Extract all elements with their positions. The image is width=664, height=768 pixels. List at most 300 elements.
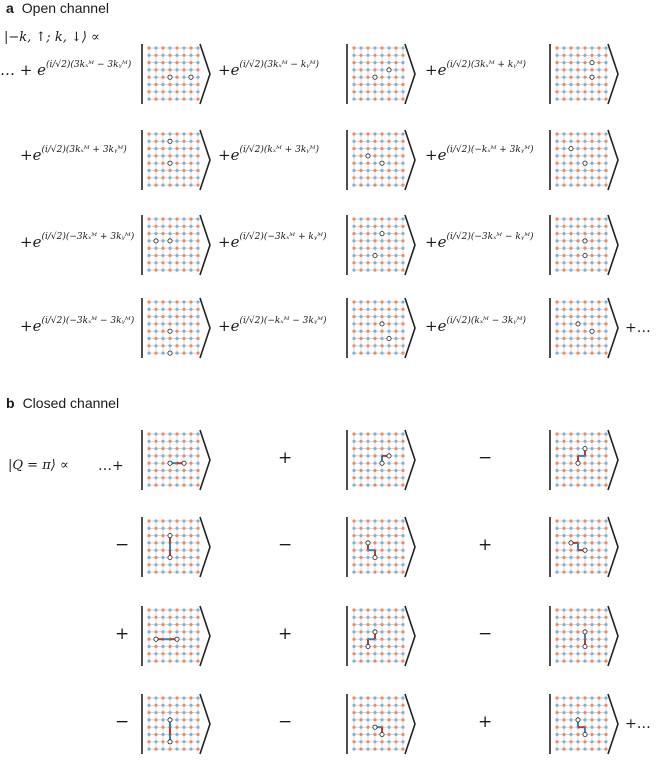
spin-down-site <box>604 447 607 450</box>
spin-up-site <box>359 440 362 443</box>
spin-up-site <box>380 447 383 450</box>
spin-up-site <box>352 447 355 450</box>
spin-up-site <box>366 315 369 318</box>
spin-up-site <box>366 261 369 264</box>
spin-up-site <box>168 630 171 633</box>
spin-up-site <box>161 534 164 537</box>
spin-down-site <box>604 217 607 220</box>
spin-up-site <box>380 217 383 220</box>
spin-down-site <box>147 630 150 633</box>
spin-down-site <box>562 476 565 479</box>
spin-down-site <box>555 169 558 172</box>
spin-up-site <box>196 704 199 707</box>
spin-up-site <box>373 269 376 272</box>
open-exp-12: (i/√2)(kₓᴹ − 3kᵧᴹ) <box>446 316 526 326</box>
spin-up-site <box>555 563 558 566</box>
spin-up-site <box>189 162 192 165</box>
spin-up-site <box>196 239 199 242</box>
spin-down-site <box>401 740 404 743</box>
spin-up-site <box>161 247 164 250</box>
spin-up-site <box>154 225 157 228</box>
spin-down-site <box>373 90 376 93</box>
spin-up-site <box>175 549 178 552</box>
spin-up-site <box>380 623 383 626</box>
spin-down-site <box>373 61 376 64</box>
spin-down-site <box>373 740 376 743</box>
spin-down-site <box>576 261 579 264</box>
spin-up-site <box>161 46 164 49</box>
spin-down-site <box>161 154 164 157</box>
closed-sign-7: + <box>278 624 293 644</box>
spin-down-site <box>562 726 565 729</box>
spin-up-site <box>387 154 390 157</box>
spin-up-site <box>394 563 397 566</box>
open-exp-6: (i/√2)(−kₓᴹ + 3kᵧᴹ) <box>446 145 534 155</box>
spin-up-site <box>182 733 185 736</box>
spin-down-site <box>401 344 404 347</box>
hole-site <box>154 239 158 243</box>
spin-up-site <box>597 90 600 93</box>
spin-down-site <box>576 46 579 49</box>
spin-up-site <box>597 549 600 552</box>
spin-down-site <box>380 748 383 751</box>
spin-up-site <box>569 696 572 699</box>
spin-up-site <box>387 308 390 311</box>
spin-up-site <box>569 300 572 303</box>
spin-down-site <box>147 469 150 472</box>
spin-up-site <box>373 68 376 71</box>
spin-down-site <box>373 476 376 479</box>
open-lattice-diagram <box>548 42 620 106</box>
spin-down-site <box>189 556 192 559</box>
spin-down-site <box>401 46 404 49</box>
spin-up-site <box>401 704 404 707</box>
spin-up-site <box>590 225 593 228</box>
spin-down-site <box>569 645 572 648</box>
spin-up-site <box>147 300 150 303</box>
open-sign-4: + <box>20 146 33 164</box>
open-lattice-diagram <box>140 128 212 192</box>
spin-down-site <box>147 718 150 721</box>
hole-site <box>576 461 580 465</box>
spin-down-site <box>373 447 376 450</box>
spin-up-site <box>604 645 607 648</box>
spin-up-site <box>366 462 369 465</box>
spin-down-site <box>352 154 355 157</box>
spin-down-site <box>175 269 178 272</box>
spin-down-site <box>562 217 565 220</box>
spin-up-site <box>394 549 397 552</box>
spin-down-site <box>604 300 607 303</box>
open-sign-3: + <box>425 61 438 79</box>
ket-angle <box>405 130 415 190</box>
spin-down-site <box>359 90 362 93</box>
spin-up-site <box>394 217 397 220</box>
spin-up-site <box>352 519 355 522</box>
spin-down-site <box>380 660 383 663</box>
spin-up-site <box>604 440 607 443</box>
spin-up-site <box>401 645 404 648</box>
spin-up-site <box>168 83 171 86</box>
spin-down-site <box>555 645 558 648</box>
spin-up-site <box>182 556 185 559</box>
spin-down-site <box>352 308 355 311</box>
spin-down-site <box>366 308 369 311</box>
spin-up-site <box>401 337 404 340</box>
spin-down-site <box>168 147 171 150</box>
panel-a-letter: a <box>6 0 14 16</box>
spin-down-site <box>196 696 199 699</box>
spin-down-site <box>352 527 355 530</box>
open-exp-4: (i/√2)(3kₓᴹ + 3kᵧᴹ) <box>41 145 127 155</box>
spin-down-site <box>189 527 192 530</box>
spin-down-site <box>562 549 565 552</box>
spin-up-site <box>387 718 390 721</box>
spin-up-site <box>604 98 607 101</box>
spin-down-site <box>359 46 362 49</box>
spin-up-site <box>555 549 558 552</box>
spin-down-site <box>366 269 369 272</box>
spin-up-site <box>555 300 558 303</box>
spin-up-site <box>555 711 558 714</box>
spin-up-site <box>590 748 593 751</box>
hole-site <box>168 740 172 744</box>
spin-up-site <box>196 269 199 272</box>
ket-angle <box>608 694 618 754</box>
spin-down-site <box>555 83 558 86</box>
hole-site <box>387 68 391 72</box>
spin-down-site <box>597 440 600 443</box>
spin-down-site <box>182 476 185 479</box>
spin-up-site <box>597 162 600 165</box>
spin-down-site <box>182 696 185 699</box>
spin-up-site <box>352 476 355 479</box>
spin-up-site <box>604 154 607 157</box>
spin-down-site <box>168 176 171 179</box>
spin-up-site <box>555 740 558 743</box>
spin-down-site <box>175 541 178 544</box>
spin-down-site <box>604 696 607 699</box>
spin-down-site <box>196 563 199 566</box>
spin-up-site <box>590 733 593 736</box>
spin-up-site <box>569 76 572 79</box>
spin-up-site <box>196 616 199 619</box>
hole-site <box>569 541 573 545</box>
spin-up-site <box>154 98 157 101</box>
spin-up-site <box>562 269 565 272</box>
spin-down-site <box>196 330 199 333</box>
open-coef-6: $+e^{(i/√2)(-k_xᴹ + 3kᵧᴹ)}$ <box>425 145 534 164</box>
spin-down-site <box>583 571 586 574</box>
spin-up-site <box>380 696 383 699</box>
spin-down-site <box>352 440 355 443</box>
spin-up-site <box>182 140 185 143</box>
open-exp-11: (i/√2)(−kₓᴹ − 3kᵧᴹ) <box>239 316 327 326</box>
spin-down-site <box>366 225 369 228</box>
spin-down-site <box>387 90 390 93</box>
spin-down-site <box>359 261 362 264</box>
spin-up-site <box>401 239 404 242</box>
spin-down-site <box>147 254 150 257</box>
spin-down-site <box>359 563 362 566</box>
spin-up-site <box>359 308 362 311</box>
spin-down-site <box>359 147 362 150</box>
spin-up-site <box>154 269 157 272</box>
spin-up-site <box>359 541 362 544</box>
spin-up-site <box>189 300 192 303</box>
spin-down-site <box>569 225 572 228</box>
spin-down-site <box>352 660 355 663</box>
open-coef-5: $+e^{(i/√2)(k_xᴹ + 3kᵧᴹ)}$ <box>218 145 319 164</box>
spin-up-site <box>387 98 390 101</box>
spin-up-site <box>562 225 565 228</box>
spin-up-site <box>562 469 565 472</box>
spin-up-site <box>168 645 171 648</box>
spin-down-site <box>562 247 565 250</box>
spin-down-site <box>394 169 397 172</box>
spin-down-site <box>182 330 185 333</box>
spin-up-site <box>569 132 572 135</box>
panel-b-label <box>6 395 119 411</box>
spin-down-site <box>569 748 572 751</box>
spin-up-site <box>189 519 192 522</box>
spin-up-site <box>604 269 607 272</box>
spin-up-site <box>583 652 586 655</box>
hole-site <box>373 253 377 257</box>
spin-up-site <box>161 330 164 333</box>
spin-down-site <box>373 315 376 318</box>
spin-down-site <box>562 696 565 699</box>
spin-down-site <box>569 83 572 86</box>
spin-up-site <box>597 623 600 626</box>
open-sign-2: + <box>218 61 231 79</box>
open-trail: +… <box>625 320 651 336</box>
spin-up-site <box>359 556 362 559</box>
spin-down-site <box>196 217 199 220</box>
spin-down-site <box>182 652 185 655</box>
spin-down-site <box>380 630 383 633</box>
spin-up-site <box>359 660 362 663</box>
spin-up-site <box>597 76 600 79</box>
spin-up-site <box>562 748 565 751</box>
spin-down-site <box>590 132 593 135</box>
spin-up-site <box>154 184 157 187</box>
open-sign-5: + <box>218 146 231 164</box>
spin-up-site <box>154 154 157 157</box>
spin-down-site <box>189 83 192 86</box>
spin-up-site <box>590 440 593 443</box>
spin-down-site <box>175 54 178 57</box>
spin-down-site <box>175 225 178 228</box>
spin-up-site <box>380 261 383 264</box>
spin-down-site <box>352 718 355 721</box>
spin-down-site <box>182 726 185 729</box>
spin-up-site <box>175 147 178 150</box>
spin-up-site <box>387 225 390 228</box>
spin-down-site <box>366 254 369 257</box>
spin-down-site <box>161 733 164 736</box>
spin-up-site <box>387 469 390 472</box>
spin-down-site <box>168 247 171 250</box>
spin-down-site <box>590 217 593 220</box>
spin-down-site <box>175 571 178 574</box>
spin-up-site <box>576 169 579 172</box>
spin-up-site <box>387 140 390 143</box>
spin-down-site <box>401 623 404 626</box>
spin-up-site <box>168 225 171 228</box>
spin-down-site <box>583 54 586 57</box>
hole-site <box>373 725 377 729</box>
spin-down-site <box>352 748 355 751</box>
spin-up-site <box>583 247 586 250</box>
spin-down-site <box>401 132 404 135</box>
spin-up-site <box>604 308 607 311</box>
spin-down-site <box>569 630 572 633</box>
spin-down-site <box>597 645 600 648</box>
spin-down-site <box>387 740 390 743</box>
spin-up-site <box>147 61 150 64</box>
hole-site <box>576 718 580 722</box>
spin-up-site <box>154 83 157 86</box>
spin-down-site <box>168 132 171 135</box>
spin-down-site <box>576 740 579 743</box>
open-sign-11: + <box>218 317 231 335</box>
spin-up-site <box>569 638 572 641</box>
spin-down-site <box>352 630 355 633</box>
spin-up-site <box>562 704 565 707</box>
spin-up-site <box>380 711 383 714</box>
spin-down-site <box>175 733 178 736</box>
ket-angle <box>405 44 415 104</box>
spin-up-site <box>604 83 607 86</box>
spin-up-site <box>366 447 369 450</box>
spin-down-site <box>387 638 390 641</box>
spin-down-site <box>401 217 404 220</box>
spin-down-site <box>352 733 355 736</box>
spin-up-site <box>373 184 376 187</box>
spin-up-site <box>604 68 607 71</box>
spin-up-site <box>569 623 572 626</box>
spin-up-site <box>401 68 404 71</box>
spin-down-site <box>373 217 376 220</box>
spin-up-site <box>366 519 369 522</box>
spin-down-site <box>590 344 593 347</box>
spin-down-site <box>569 68 572 71</box>
spin-down-site <box>196 247 199 250</box>
spin-up-site <box>387 440 390 443</box>
spin-down-site <box>196 147 199 150</box>
spin-up-site <box>196 571 199 574</box>
spin-down-site <box>394 748 397 751</box>
spin-up-site <box>196 454 199 457</box>
spin-down-site <box>359 447 362 450</box>
spin-down-site <box>154 344 157 347</box>
spin-up-site <box>175 519 178 522</box>
spin-down-site <box>387 261 390 264</box>
spin-up-site <box>189 740 192 743</box>
spin-up-site <box>175 232 178 235</box>
spin-up-site <box>604 704 607 707</box>
spin-down-site <box>387 232 390 235</box>
spin-up-site <box>366 623 369 626</box>
spin-down-site <box>569 733 572 736</box>
spin-up-site <box>401 225 404 228</box>
spin-down-site <box>604 176 607 179</box>
spin-up-site <box>583 623 586 626</box>
spin-up-site <box>569 46 572 49</box>
spin-up-site <box>569 608 572 611</box>
spin-up-site <box>359 254 362 257</box>
spin-up-site <box>189 549 192 552</box>
open-coef-4: $+e^{(i/√2)(3k_xᴹ + 3kᵧᴹ)}$ <box>20 145 127 164</box>
spin-up-site <box>373 484 376 487</box>
spin-up-site <box>394 740 397 743</box>
open-sign-7: + <box>20 233 33 251</box>
spin-up-site <box>359 337 362 340</box>
hole-site <box>380 461 384 465</box>
spin-up-site <box>597 740 600 743</box>
spin-down-site <box>597 704 600 707</box>
spin-down-site <box>366 352 369 355</box>
spin-up-site <box>182 748 185 751</box>
spin-down-site <box>555 541 558 544</box>
spin-up-site <box>366 176 369 179</box>
spin-up-site <box>175 61 178 64</box>
spin-up-site <box>401 140 404 143</box>
spin-down-site <box>401 563 404 566</box>
spin-down-site <box>352 68 355 71</box>
spin-up-site <box>189 344 192 347</box>
spin-down-site <box>189 630 192 633</box>
closed-sign-10: − <box>278 712 293 732</box>
spin-up-site <box>168 704 171 707</box>
spin-down-site <box>555 718 558 721</box>
spin-up-site <box>562 556 565 559</box>
spin-down-site <box>576 623 579 626</box>
spin-up-site <box>604 169 607 172</box>
spin-up-site <box>161 623 164 626</box>
spin-up-site <box>394 432 397 435</box>
spin-down-site <box>562 623 565 626</box>
spin-down-site <box>359 534 362 537</box>
closed-sign-2: − <box>478 448 493 468</box>
spin-down-site <box>366 337 369 340</box>
hole-site <box>366 154 370 158</box>
spin-down-site <box>401 549 404 552</box>
spin-up-site <box>182 571 185 574</box>
spin-down-site <box>359 330 362 333</box>
spin-up-site <box>576 98 579 101</box>
spin-down-site <box>569 169 572 172</box>
spin-down-site <box>182 549 185 552</box>
spin-down-site <box>562 711 565 714</box>
spin-up-site <box>352 726 355 729</box>
spin-down-site <box>562 608 565 611</box>
spin-up-site <box>394 90 397 93</box>
spin-up-site <box>154 54 157 57</box>
spin-down-site <box>168 608 171 611</box>
spin-down-site <box>583 337 586 340</box>
spin-up-site <box>352 563 355 566</box>
spin-up-site <box>359 169 362 172</box>
hole-site <box>380 232 384 236</box>
spin-down-site <box>394 337 397 340</box>
spin-down-site <box>394 254 397 257</box>
spin-up-site <box>576 733 579 736</box>
spin-down-site <box>401 247 404 250</box>
open-coef-3: $+e^{(i/√2)(3k_xᴹ + kᵧᴹ)}$ <box>425 60 526 79</box>
closed-lattice-diagram <box>345 692 417 756</box>
